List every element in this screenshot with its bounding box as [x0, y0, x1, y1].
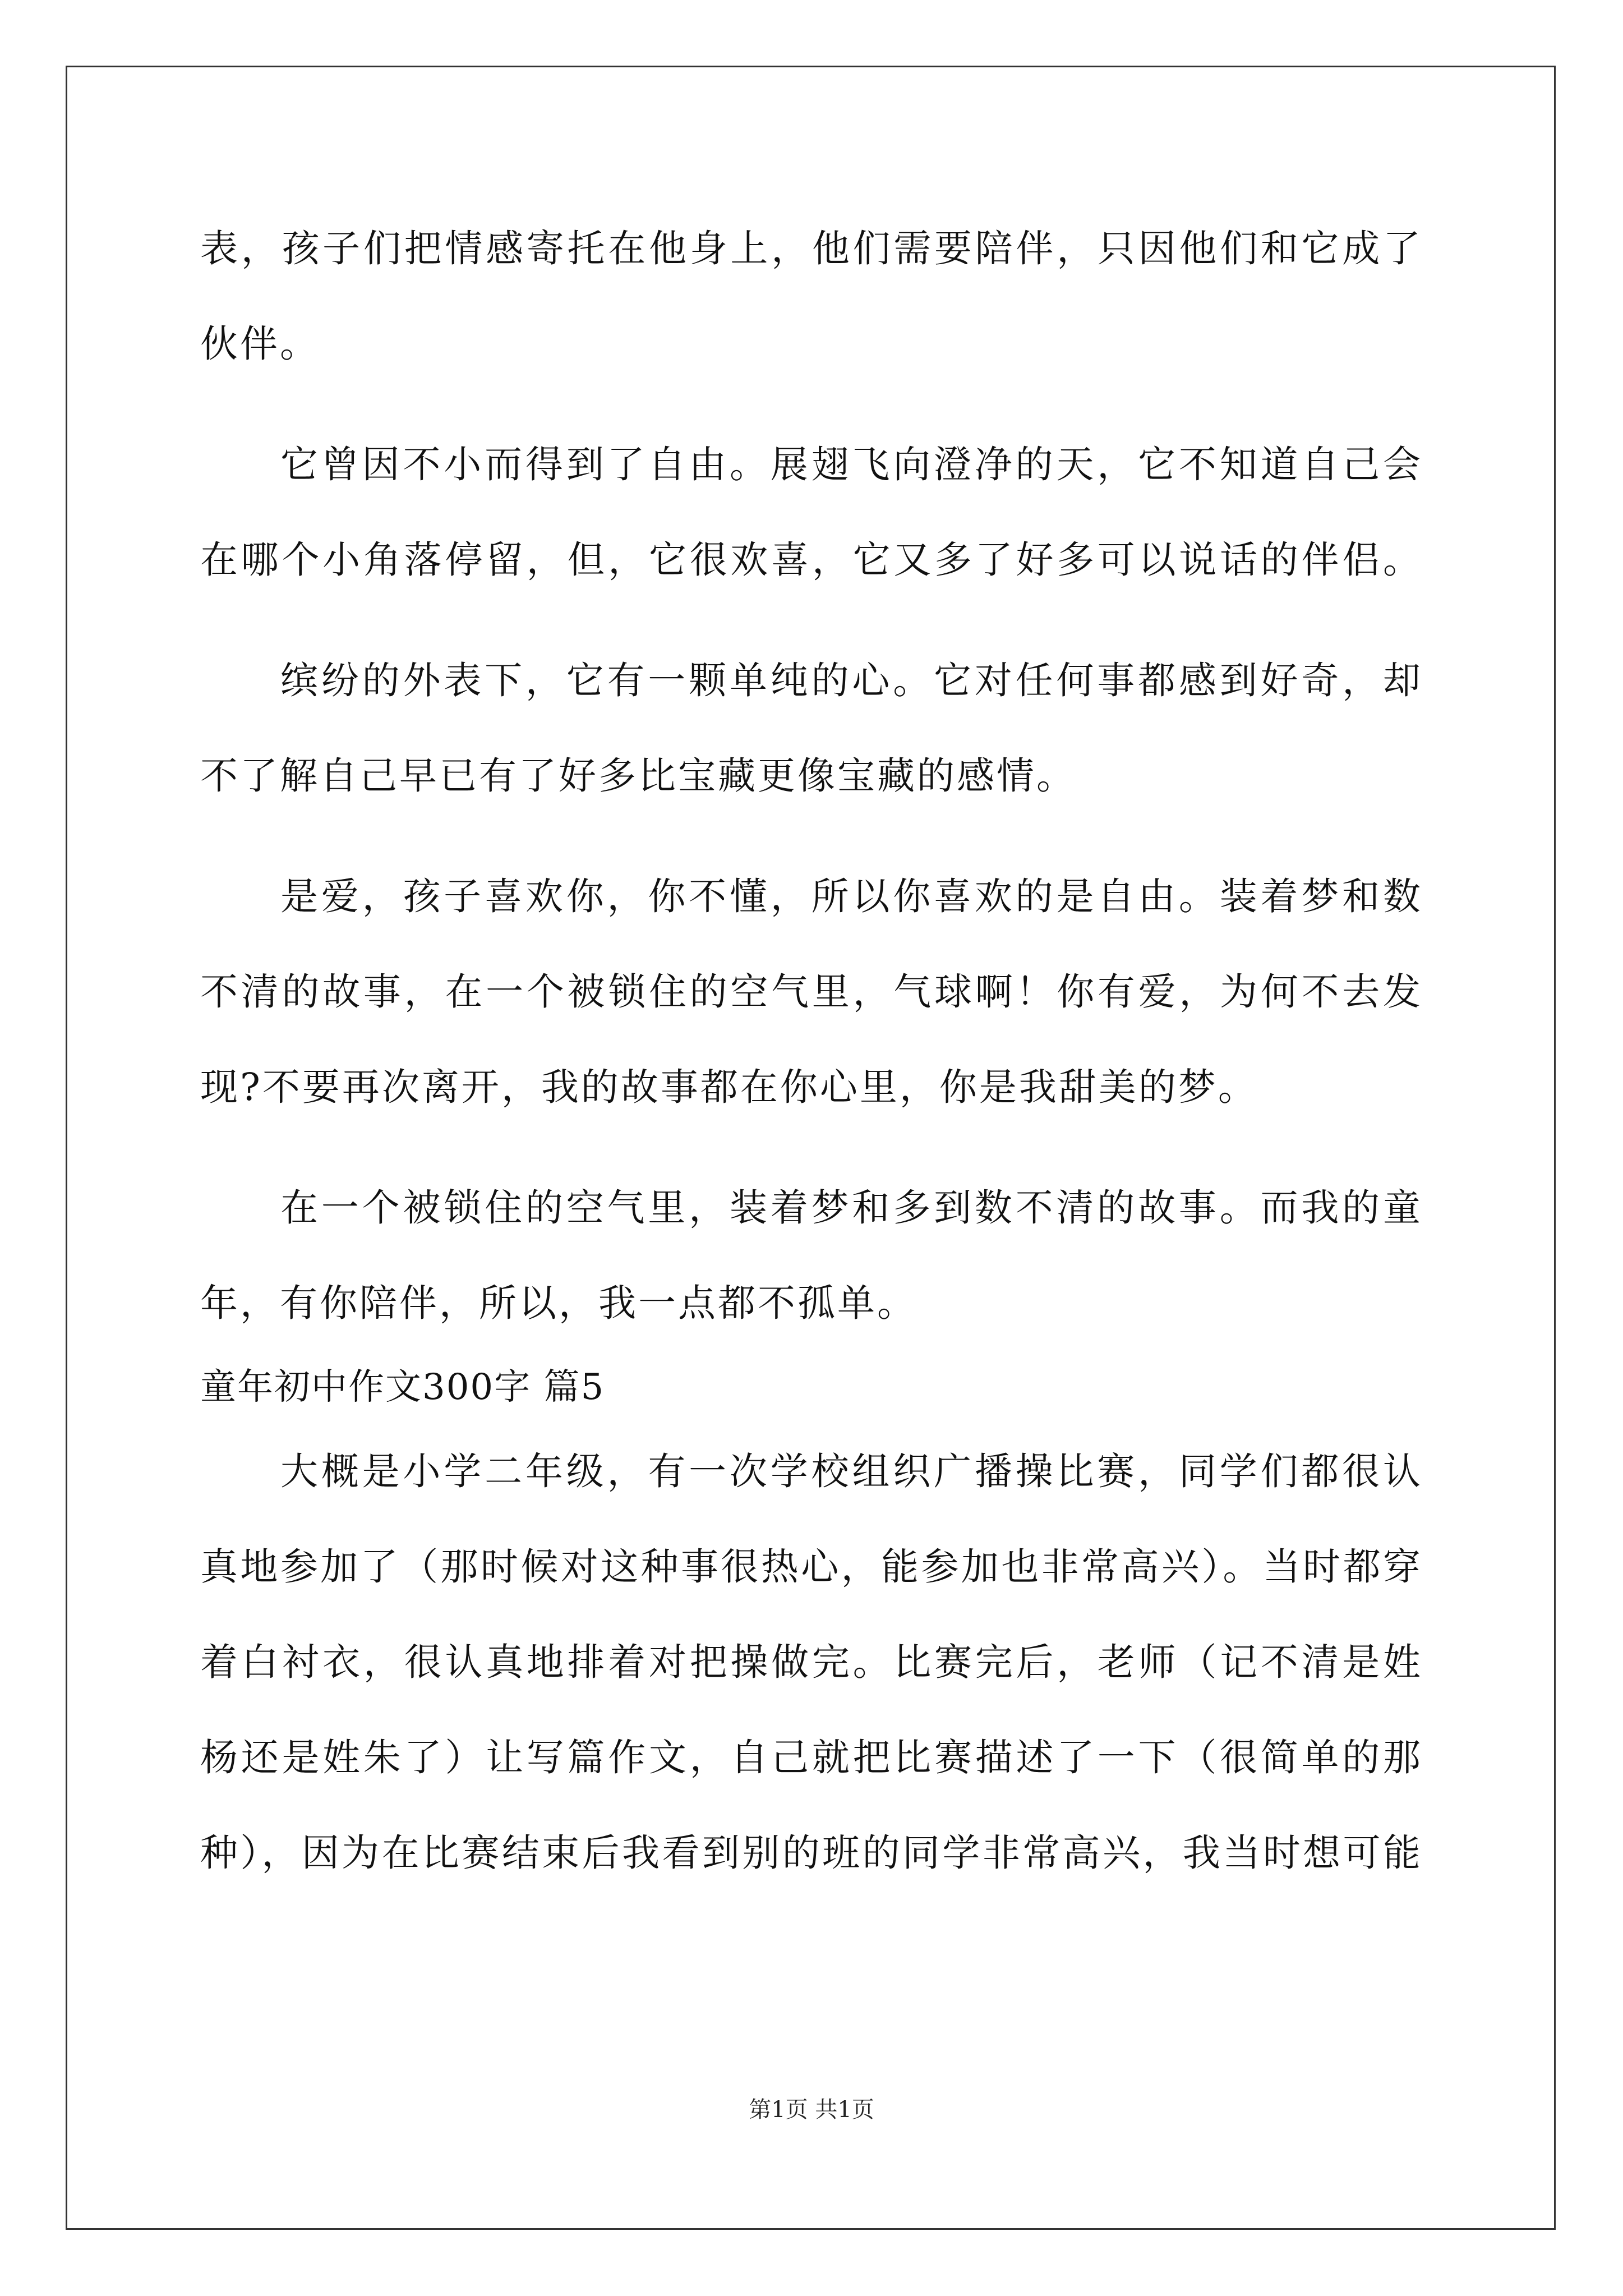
- page-footer: 第1页 共1页: [749, 2097, 874, 2123]
- text-line: 不清的故事，在一个被锁住的空气里，气球啊！你有爱，为何不去发: [200, 970, 1423, 1014]
- text-line: 种），因为在比赛结束后我看到别的班的同学非常高兴，我当时想可能: [200, 1831, 1423, 1875]
- text-line: 伙伴。: [200, 322, 320, 366]
- text-line: 在哪个小角落停留，但，它很欢喜，它又多了好多可以说话的伴侣。: [200, 538, 1423, 582]
- text-line: 现?不要再次离开，我的故事都在你心里，你是我甜美的梦。: [200, 1065, 1258, 1109]
- text-line: 表，孩子们把情感寄托在他身上，他们需要陪伴，只因他们和它成了: [200, 227, 1423, 270]
- text-line: 杨还是姓朱了）让写篇作文，自己就把比赛描述了一下（很简单的那: [200, 1736, 1423, 1779]
- text-line: 大概是小学二年级，有一次学校组织广播操比赛，同学们都很认: [280, 1450, 1423, 1493]
- text-line: 缤纷的外表下，它有一颗单纯的心。它对任何事都感到好奇，却: [280, 659, 1423, 702]
- text-line: 着白衬衣，很认真地排着对把操做完。比赛完后，老师（记不清是姓: [200, 1640, 1423, 1684]
- page-border: [66, 66, 1556, 2230]
- text-line: 真地参加了（那时候对这种事很热心，能参加也非常高兴）。当时都穿: [200, 1545, 1423, 1589]
- text-line: 在一个被锁住的空气里，装着梦和多到数不清的故事。而我的童: [280, 1186, 1423, 1230]
- text-line: 年，有你陪伴，所以，我一点都不孤单。: [200, 1281, 917, 1325]
- text-line: 是爱，孩子喜欢你，你不懂，所以你喜欢的是自由。装着梦和数: [280, 875, 1423, 918]
- text-line: 不了解自己早已有了好多比宝藏更像宝藏的感情。: [200, 754, 1076, 798]
- section-heading: 童年初中作文300字 篇5: [200, 1366, 605, 1408]
- text-line: 它曾因不小而得到了自由。展翅飞向澄净的天，它不知道自己会: [280, 443, 1423, 486]
